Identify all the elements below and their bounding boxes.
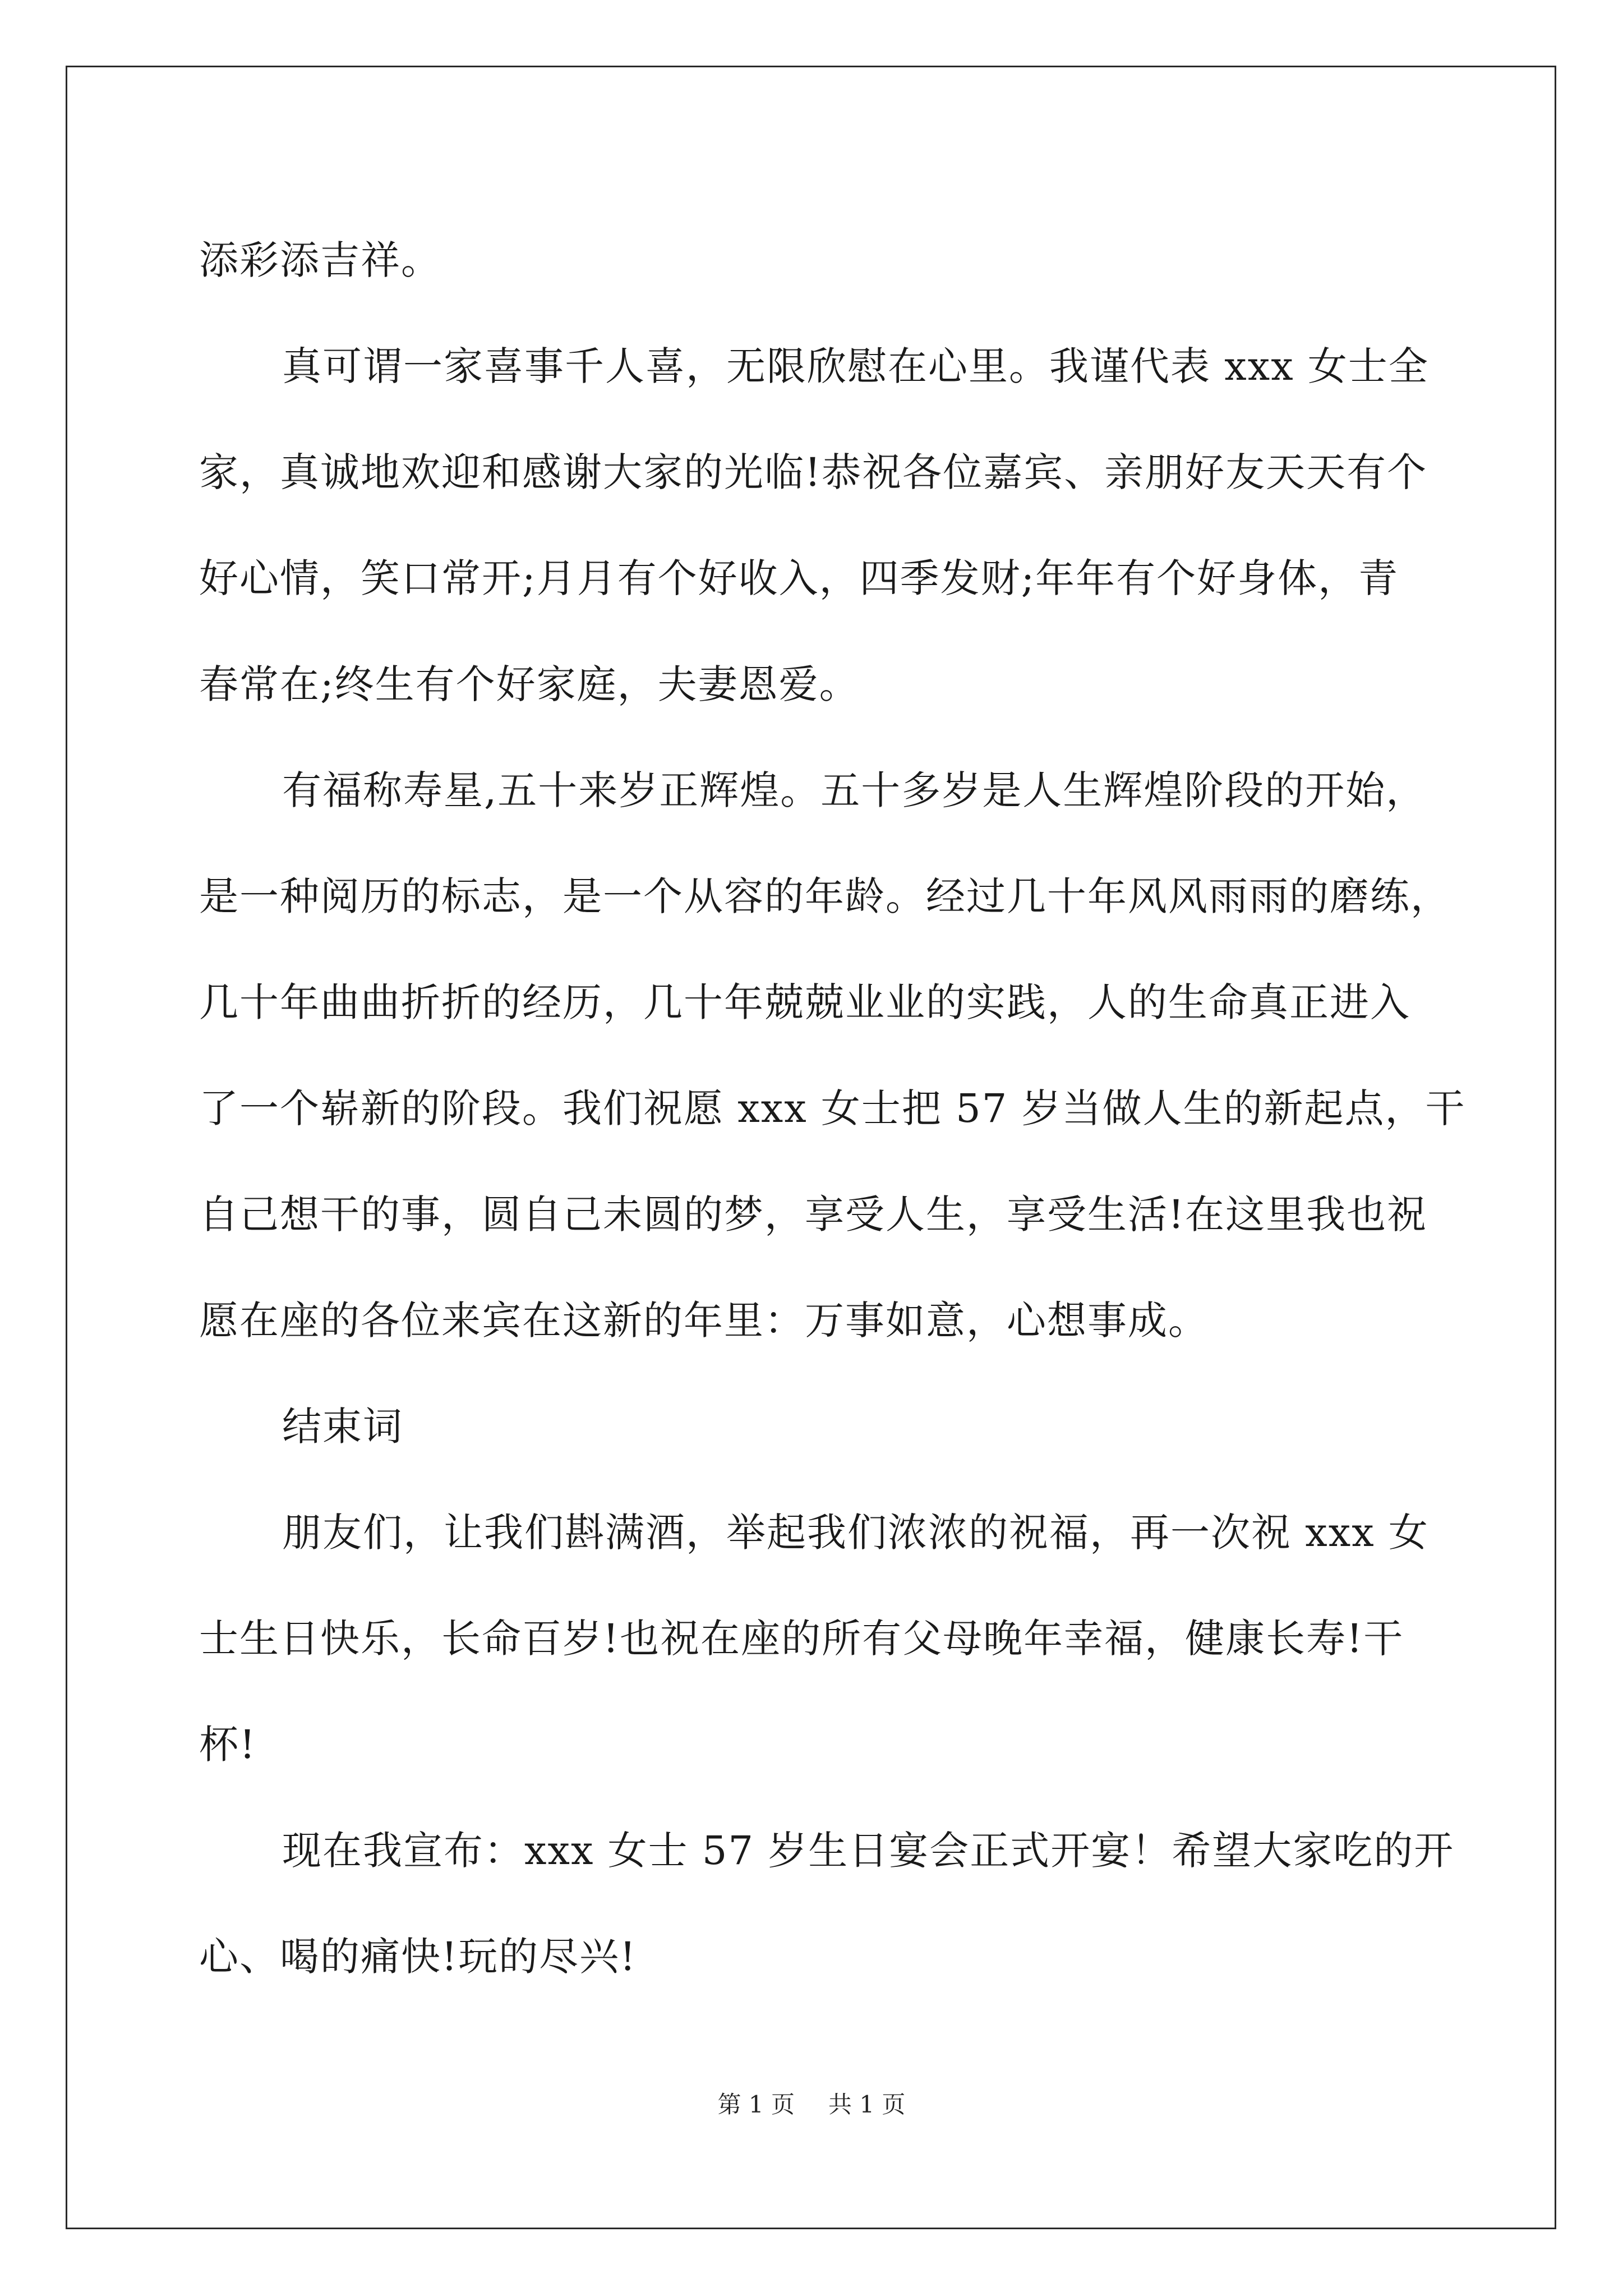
- text-line: 杯!: [199, 1722, 257, 1768]
- text-line: 几十年曲曲折折的经历，几十年兢兢业业的实践，人的生命真正进入: [199, 979, 1410, 1025]
- text-line: 好心情，笑口常开;月月有个好收入，四季发财;年年有个好身体，青: [199, 555, 1399, 601]
- text-line: 真可谓一家喜事千人喜，无限欣慰在心里。我谨代表 xxx 女士全: [282, 343, 1429, 389]
- text-line: 朋友们，让我们斟满酒，举起我们浓浓的祝福，再一次祝 xxx 女: [282, 1510, 1429, 1556]
- document-body: [199, 208, 1466, 2010]
- text-line: 现在我宣布：xxx 女士 57 岁生日宴会正式开宴！希望大家吃的开: [282, 1828, 1455, 1874]
- text-line: 结束词: [282, 1404, 403, 1450]
- page-footer: [0, 2088, 1623, 2122]
- text-line: 自己想干的事，圆自己未圆的梦，享受人生，享受生活!在这里我也祝: [199, 1191, 1428, 1237]
- text-line: 添彩添吉祥。: [199, 237, 441, 283]
- page-number: 第 1 页: [717, 2091, 795, 2118]
- text-line: 家，真诚地欢迎和感谢大家的光临!恭祝各位嘉宾、亲朋好友天天有个: [199, 449, 1428, 495]
- text-line: 了一个崭新的阶段。我们祝愿 xxx 女士把 57 岁当做人生的新起点，干: [199, 1085, 1466, 1131]
- page-total: 共 1 页: [828, 2091, 906, 2118]
- text-line: 心、喝的痛快!玩的尽兴!: [199, 1934, 637, 1980]
- text-line: 是一种阅历的标志，是一个从容的年龄。经过几十年风风雨雨的磨练，: [199, 873, 1451, 919]
- text-line: 士生日快乐，长命百岁!也祝在座的所有父母晚年幸福，健康长寿!干: [199, 1616, 1404, 1662]
- text-line: 愿在座的各位来宾在这新的年里：万事如意，心想事成。: [199, 1297, 1209, 1343]
- text-line: 春常在;终生有个好家庭，夫妻恩爱。: [199, 661, 860, 707]
- text-line: 有福称寿星,五十来岁正辉煌。五十多岁是人生辉煌阶段的开始，: [282, 767, 1427, 813]
